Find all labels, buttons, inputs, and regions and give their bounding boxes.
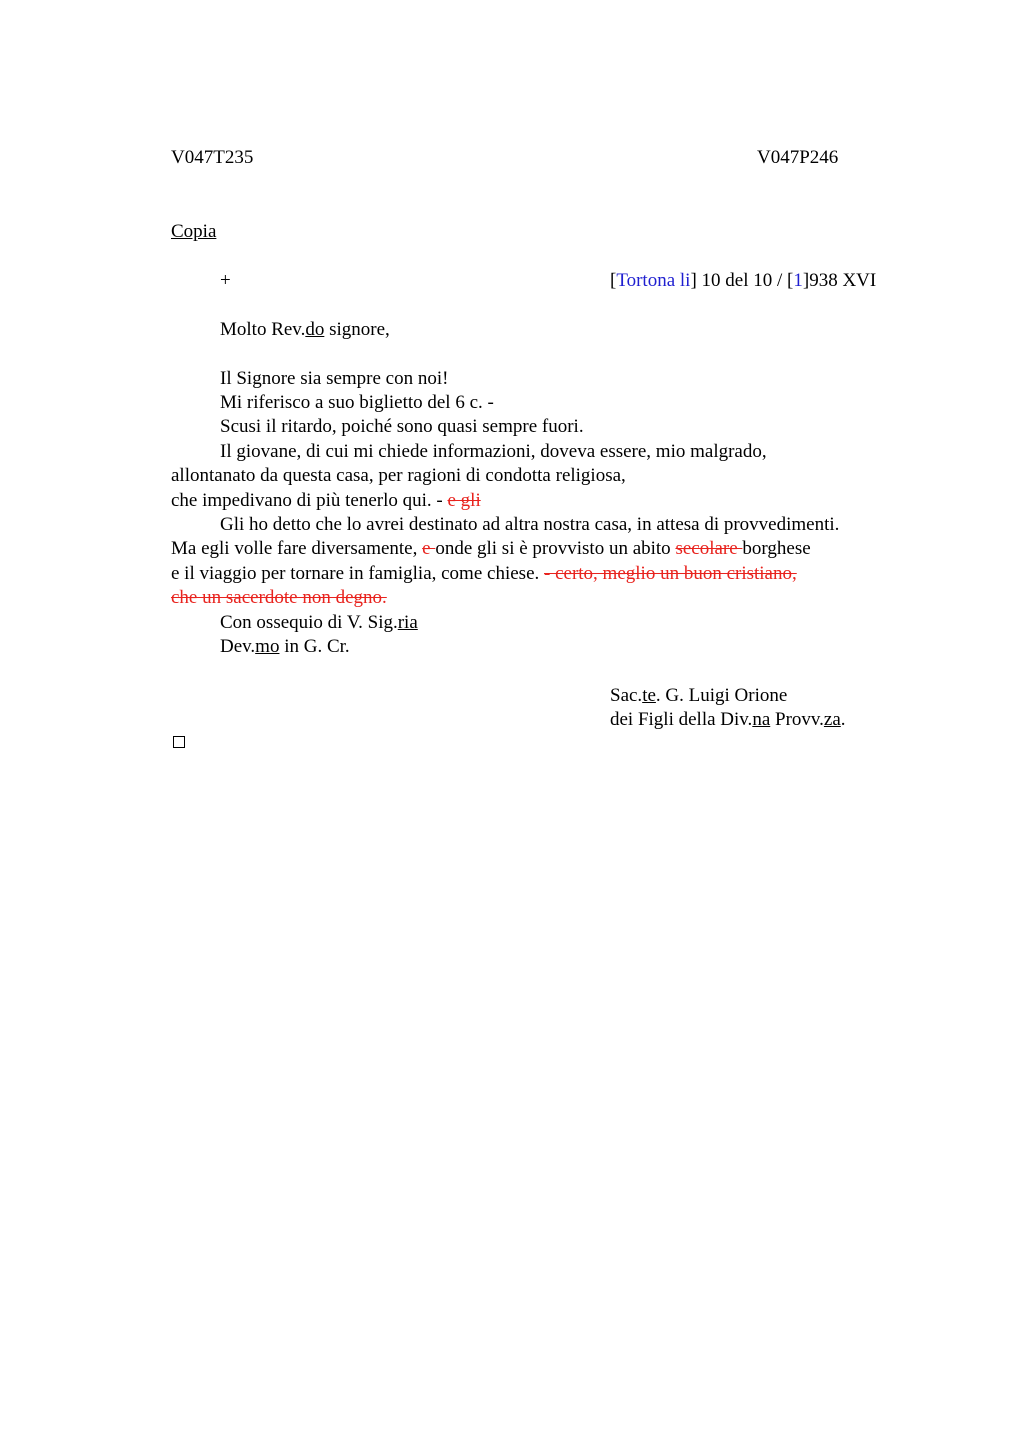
body-line-8: Ma egli volle fare diversamente, e onde gli si è provvisto un abito secolare borghese [171, 538, 811, 559]
deleted-text: e [422, 538, 436, 559]
signature-line-2: dei Figli della Div.na Provv.za. [610, 709, 846, 730]
document-code-left: V047T235 [171, 147, 254, 168]
body-line-9: e il viaggio per tornare in famiglia, come chiese. - certo, meglio un buon cristiano, [171, 563, 797, 584]
deleted-text: - certo, meglio un buon cristiano, [544, 563, 797, 584]
body-line-1: Il Signore sia sempre con noi! [220, 368, 449, 389]
closing-line-2: Dev.mo in G. Cr. [220, 636, 350, 657]
date-century-digit: 1 [793, 270, 803, 291]
body-line-6: che impedivano di più tenerlo qui. - e gli [171, 490, 481, 511]
body-line-2: Mi riferisco a suo biglietto del 6 c. - [220, 392, 494, 413]
letter-date: [Tortona li] 10 del 10 / [1]938 XVI [610, 270, 877, 291]
salutation: Molto Rev.do signore, [220, 319, 390, 340]
body-line-7: Gli ho detto che lo avrei destinato ad altra nostra casa, in attesa di provvedimenti. [220, 514, 840, 535]
cross-symbol: + [220, 270, 231, 291]
document-code-right: V047P246 [757, 147, 839, 168]
deleted-text: secolare [675, 538, 743, 559]
body-line-10 [171, 586, 387, 610]
deleted-text: e gli [447, 490, 481, 511]
body-line-4: Il giovane, di cui mi chiede informazioni, doveva essere, mio malgrado, [220, 441, 767, 462]
closing-line-1: Con ossequio di V. Sig.ria [220, 612, 418, 633]
body-line-3: Scusi il ritardo, poiché sono quasi sempre fuori. [220, 416, 584, 437]
body-line-5: allontanato da questa casa, per ragioni di condotta religiosa, [171, 465, 626, 486]
deleted-text: che un sacerdote non degno. [171, 587, 387, 608]
end-marker-square [173, 736, 185, 748]
signature-line-1: Sac.te. G. Luigi Orione [610, 685, 788, 706]
copy-label: Copia [171, 221, 217, 242]
date-place: Tortona li [616, 270, 691, 291]
